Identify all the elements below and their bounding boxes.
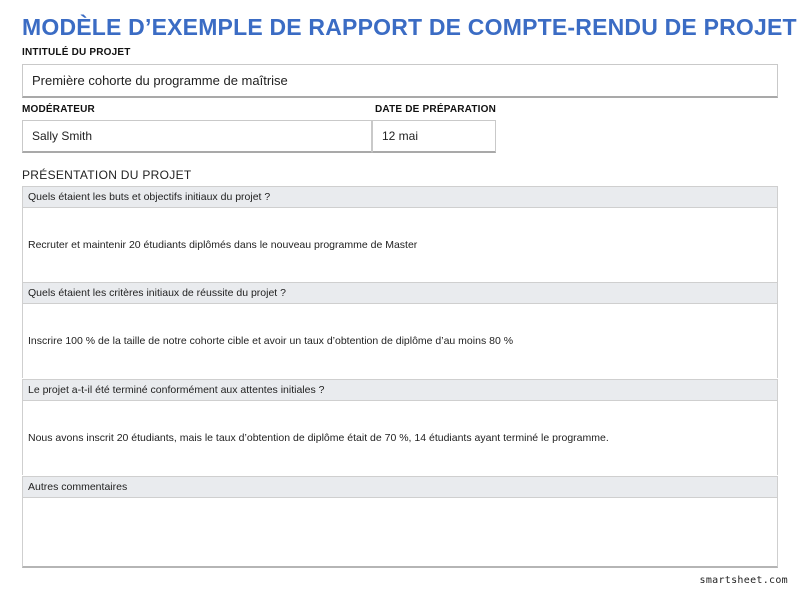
question-criteria: Quels étaient les critères initiaux de réussite du projet ? [23,282,777,304]
page-title: MODÈLE D’EXEMPLE DE RAPPORT DE COMPTE-RENDU DE PROJET [22,14,797,40]
moderator-field[interactable]: Sally Smith [22,120,372,153]
question-completion: Le projet a-t-il été terminé conformément aux attentes initiales ? [23,379,777,401]
question-goals: Quels étaient les buts et objectifs initiaux du projet ? [23,186,777,208]
answer-completion[interactable]: Nous avons inscrit 20 étudiants, mais le taux d’obtention de diplôme était de 70 %, 14 étudiants ayant terminé le programme. [23,401,777,475]
prep-date-label: DATE DE PRÉPARATION [375,104,497,115]
answer-goals[interactable]: Recruter et maintenir 20 étudiants diplômés dans le nouveau programme de Master [23,208,777,282]
moderator-label: MODÉRATEUR [22,104,95,115]
qa-section-criteria [22,282,778,378]
prep-date-field[interactable]: 12 mai [372,120,496,153]
qa-section-goals [22,186,778,282]
overview-label: PRÉSENTATION DU PROJET [22,168,192,182]
qa-section-comments [22,476,778,568]
answer-criteria[interactable]: Inscrire 100 % de la taille de notre cohorte cible et avoir un taux d’obtention de diplôme d’au moins 80 % [23,304,777,378]
answer-comments[interactable] [23,498,777,566]
project-title-field[interactable]: Première cohorte du programme de maîtrise [22,64,778,98]
qa-section-completion [22,379,778,475]
brand-logo: smartsheet.com [699,575,788,586]
project-title-label: INTITULÉ DU PROJET [22,47,131,58]
question-comments: Autres commentaires [23,476,777,498]
